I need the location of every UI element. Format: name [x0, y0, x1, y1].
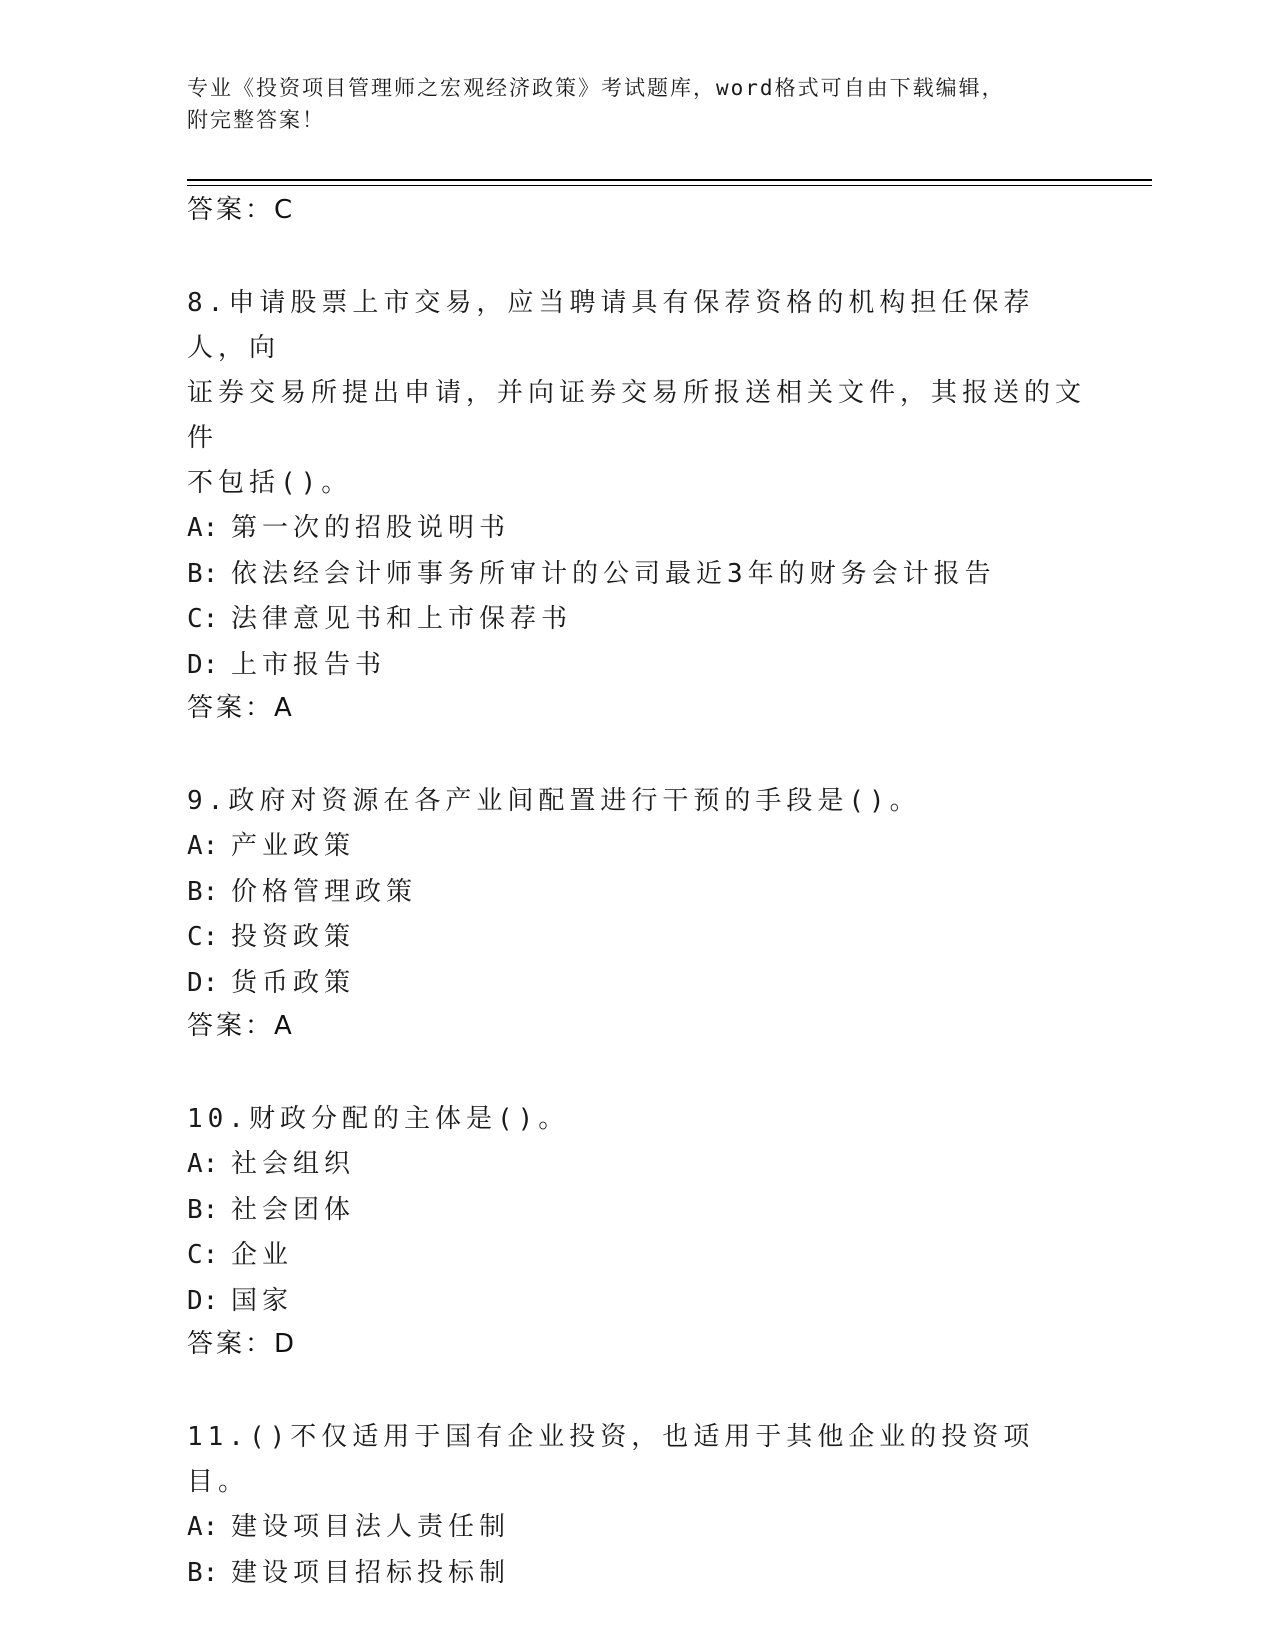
option-b: B: 建设项目招标投标制: [187, 1557, 511, 1588]
option-a: A: 第一次的招股说明书: [187, 513, 511, 543]
answer-value: C: [274, 195, 296, 225]
question-number: 9.: [187, 786, 229, 816]
header-line-2: 附完整答案！: [187, 108, 325, 132]
answer-line: [187, 190, 1087, 230]
question-list: [187, 190, 1087, 1596]
option-a: A: 社会组织: [187, 1149, 356, 1179]
question-stem: 10.财政分配的主体是()。: [187, 1104, 570, 1134]
answer-line: 答案：D: [187, 1329, 298, 1359]
header-rule-thick: [187, 179, 1152, 181]
answer-prefix: 答案：: [187, 195, 275, 225]
option-c: C: 法律意见书和上市保荐书: [187, 604, 573, 634]
answer-value: D: [274, 1329, 298, 1359]
answer-value: A: [274, 693, 295, 723]
question-11: [187, 1415, 1087, 1596]
question-8: [187, 281, 1087, 728]
question-stem: 11.()不仅适用于国有企业投资，也适用于其他企业的投资项目。: [187, 1422, 1035, 1497]
question-number: 8.: [187, 288, 229, 318]
option-c: C: 企业: [187, 1240, 294, 1270]
header-line-1: 专业《投资项目管理师之宏观经济政策》考试题库，word格式可自由下载编辑，: [187, 76, 1005, 100]
option-c: C: 投资政策: [187, 922, 356, 952]
question-9: [187, 779, 1087, 1046]
answer-line: 答案：A: [187, 1011, 295, 1041]
document-header: [187, 72, 1067, 136]
option-d: D: 上市报告书: [187, 649, 387, 680]
question-stem: 8.申请股票上市交易，应当聘请具有保荐资格的机构担任保荐人，向 证券交易所提出申请，并向证券交易所报送相关文件，其报送的文件 不包括()。: [187, 288, 1087, 498]
question-10: [187, 1097, 1087, 1364]
option-a: A: 产业政策: [187, 831, 356, 861]
answer-line: 答案：A: [187, 693, 295, 723]
header-rule-thin: [187, 185, 1152, 186]
option-b: B: 依法经会计师事务所审计的公司最近3年的财务会计报告: [187, 558, 996, 589]
option-b: B: 社会团体: [187, 1194, 356, 1225]
option-d: D: 国家: [187, 1285, 294, 1316]
question-stem: 9.政府对资源在各产业间配置进行干预的手段是()。: [187, 786, 921, 816]
option-b: B: 价格管理政策: [187, 876, 418, 907]
question-number: 10.: [187, 1104, 249, 1134]
option-a: A: 建设项目法人责任制: [187, 1512, 511, 1542]
answer-value: A: [274, 1011, 295, 1041]
question-number: 11.: [187, 1422, 249, 1452]
option-d: D: 货币政策: [187, 967, 356, 998]
